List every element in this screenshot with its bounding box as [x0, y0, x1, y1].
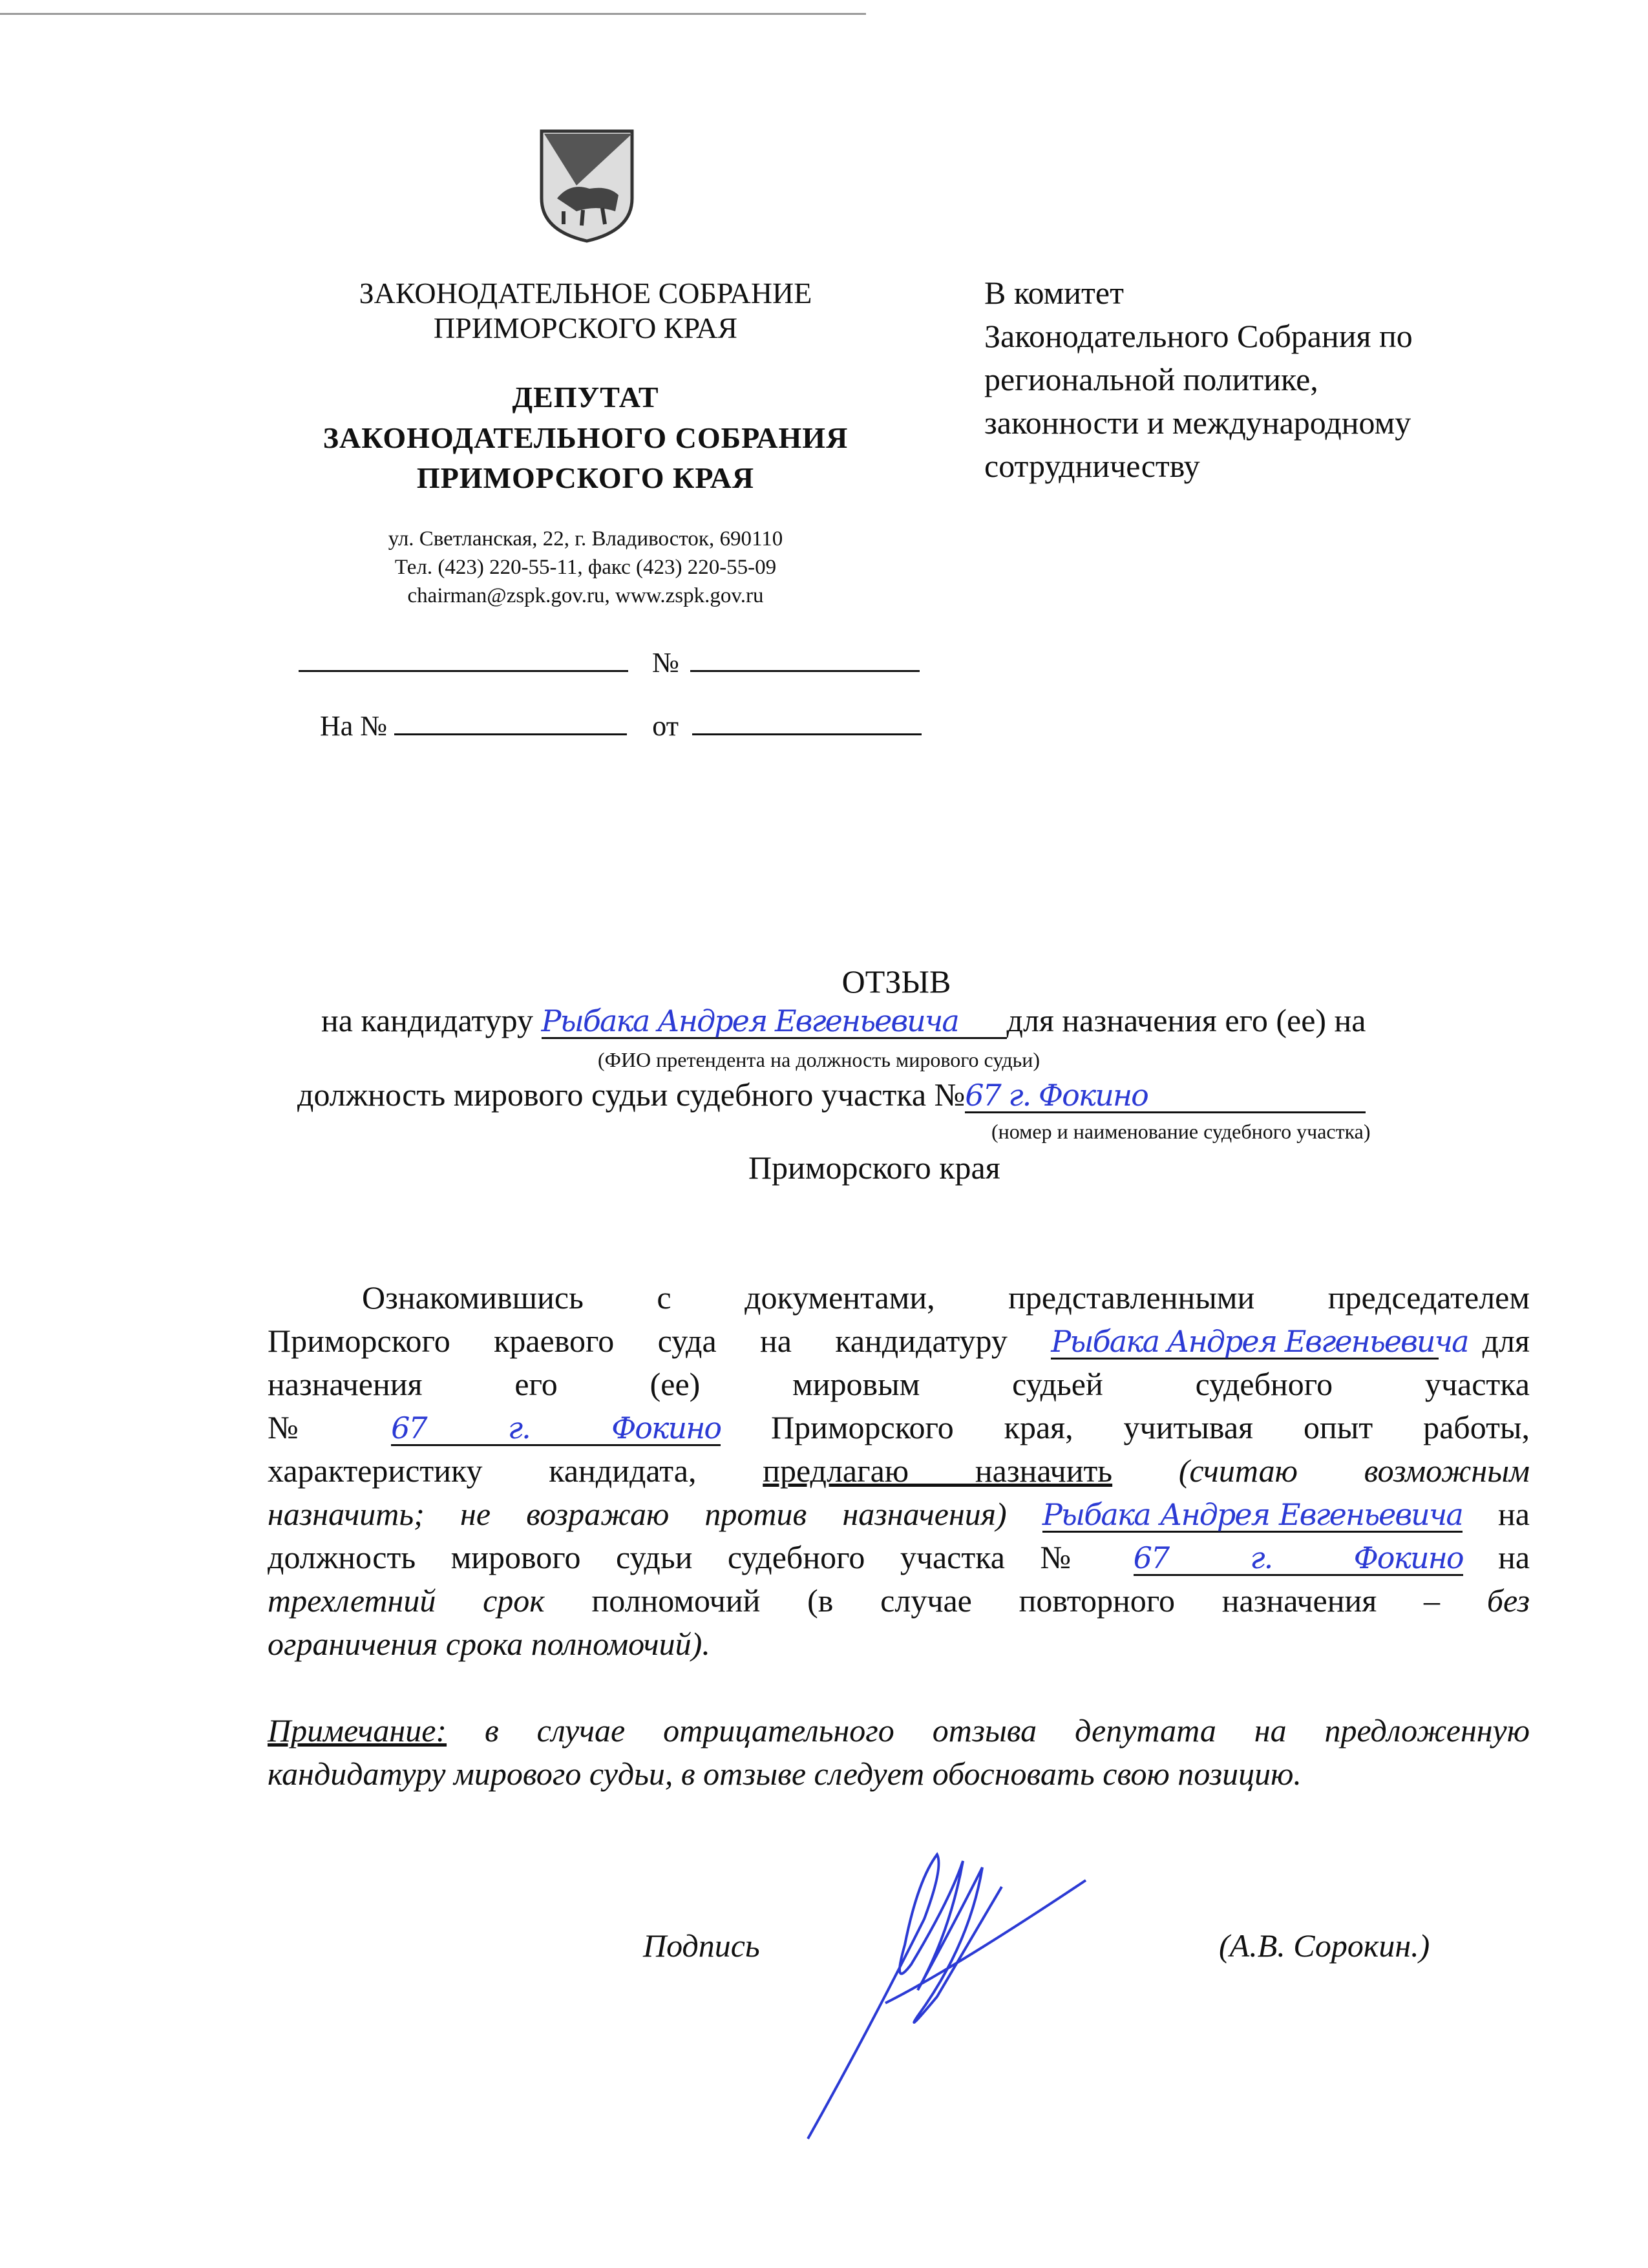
handwritten-district: 67 г. Фокино — [1133, 1540, 1463, 1575]
signature-label: Подпись — [643, 1927, 760, 1964]
note-line — [268, 1709, 1530, 1752]
text: в случае отрицательного отзыва депутата на предложенную — [485, 1712, 1530, 1748]
body-line — [268, 1493, 1530, 1536]
text: (считаю возможным — [1178, 1453, 1530, 1489]
text: № — [268, 1409, 341, 1445]
text: на — [1498, 1539, 1530, 1575]
handwritten-district: 67 г. Фокино — [391, 1411, 721, 1445]
text: трехлетний срок — [268, 1582, 545, 1619]
review-line1 — [321, 1002, 1366, 1039]
text: Приморского краевого суда на кандидатуру — [268, 1323, 1008, 1359]
recipient-line: В комитет — [984, 275, 1124, 311]
ref-date-blank — [692, 733, 922, 735]
text: полномочий (в случае повторного назначения – — [591, 1582, 1441, 1619]
underlined-choice: предлагаю назначить — [763, 1453, 1113, 1489]
note-line — [268, 1752, 1530, 1796]
caption-district: (номер и наименование судебного участка) — [991, 1120, 1371, 1143]
ref-number-blank — [394, 733, 627, 735]
title-line1: ДЕПУТАТ — [512, 381, 659, 414]
handwritten-candidate-name: Рыбака Андрея Евгеньевича — [1042, 1497, 1463, 1532]
body-line — [268, 1319, 1530, 1363]
handwritten-candidate-name: Рыбака Андрея Евгеньевича — [1051, 1324, 1468, 1359]
text: Приморского края, учитывая опыт работы, — [771, 1409, 1530, 1445]
body-line — [362, 1276, 1530, 1319]
recipient-line: сотрудничеству — [984, 448, 1200, 484]
caption-fio: (ФИО претендента на должность мирового судьи) — [598, 1048, 1040, 1071]
recipient-block — [984, 271, 1413, 488]
recipient-line: Законодательного Собрания по — [984, 318, 1413, 354]
recipient-line: региональной политике, — [984, 361, 1318, 397]
text: должность мирового судьи судебного участка № — [268, 1539, 1099, 1575]
body-line — [268, 1579, 1530, 1622]
body-line — [268, 1406, 1530, 1449]
review-title: ОТЗЫВ — [841, 963, 951, 1000]
body-line — [268, 1363, 1530, 1406]
number-blank — [690, 670, 920, 672]
outgoing-number-row — [299, 646, 920, 679]
text: характеристику кандидата, — [268, 1453, 697, 1489]
handwritten-candidate-name: Рыбака Андрея Евгеньевича — [542, 1005, 1007, 1039]
from-label: от — [652, 710, 679, 742]
text: назначения его (ее) мировым судьей судебного участка — [268, 1366, 1530, 1402]
contacts: chairman@zspk.gov.ru, www.zspk.gov.ru — [407, 584, 764, 607]
date-blank — [299, 670, 628, 672]
handwritten-district: 67 г. Фокино — [965, 1079, 1366, 1113]
org-name-line2: ПРИМОРСКОГО КРАЯ — [433, 311, 738, 344]
text: без — [1486, 1582, 1530, 1619]
text: назначить; не возражаю против назначения) — [268, 1496, 1007, 1532]
signatory-name: (А.В. Сорокин.) — [1219, 1927, 1430, 1964]
review-line2 — [297, 1076, 1366, 1113]
phone: Тел. (423) 220-55-11, факс (423) 220-55-09 — [394, 556, 777, 579]
note-label: Примечание: — [268, 1712, 447, 1748]
text: Ознакомившись с документами, представленными председателем — [362, 1279, 1530, 1316]
text: кандидатуру мирового судьи, в отзыве следует обосновать свою позицию. — [268, 1756, 1302, 1792]
text: ограничения срока полномочий). — [268, 1626, 710, 1662]
text: для — [1482, 1323, 1530, 1359]
body-line — [268, 1536, 1530, 1579]
body-line — [268, 1449, 1530, 1493]
number-label: № — [652, 647, 679, 678]
text: должность мирового судьи судебного участка № — [297, 1076, 966, 1113]
title-line2: ЗАКОНОДАТЕЛЬНОГО СОБРАНИЯ — [322, 421, 849, 454]
org-name-line1: ЗАКОНОДАТЕЛЬНОЕ СОБРАНИЕ — [359, 277, 812, 310]
text: на кандидатуру — [321, 1002, 534, 1038]
handwritten-signature — [788, 1842, 1099, 2145]
reference-row — [320, 709, 922, 742]
body-line — [268, 1622, 1530, 1666]
text: для назначения его (ее) на — [1006, 1002, 1366, 1038]
coat-of-arms-emblem — [538, 127, 636, 244]
address: ул. Светланская, 22, г. Владивосток, 690110 — [388, 527, 783, 551]
text: на — [1498, 1496, 1530, 1532]
scan-edge-line — [0, 13, 866, 15]
ref-label: На № — [320, 710, 388, 742]
recipient-line: законности и международному — [984, 404, 1411, 441]
review-line3: Приморского края — [748, 1150, 1000, 1186]
title-line3: ПРИМОРСКОГО КРАЯ — [416, 461, 755, 494]
